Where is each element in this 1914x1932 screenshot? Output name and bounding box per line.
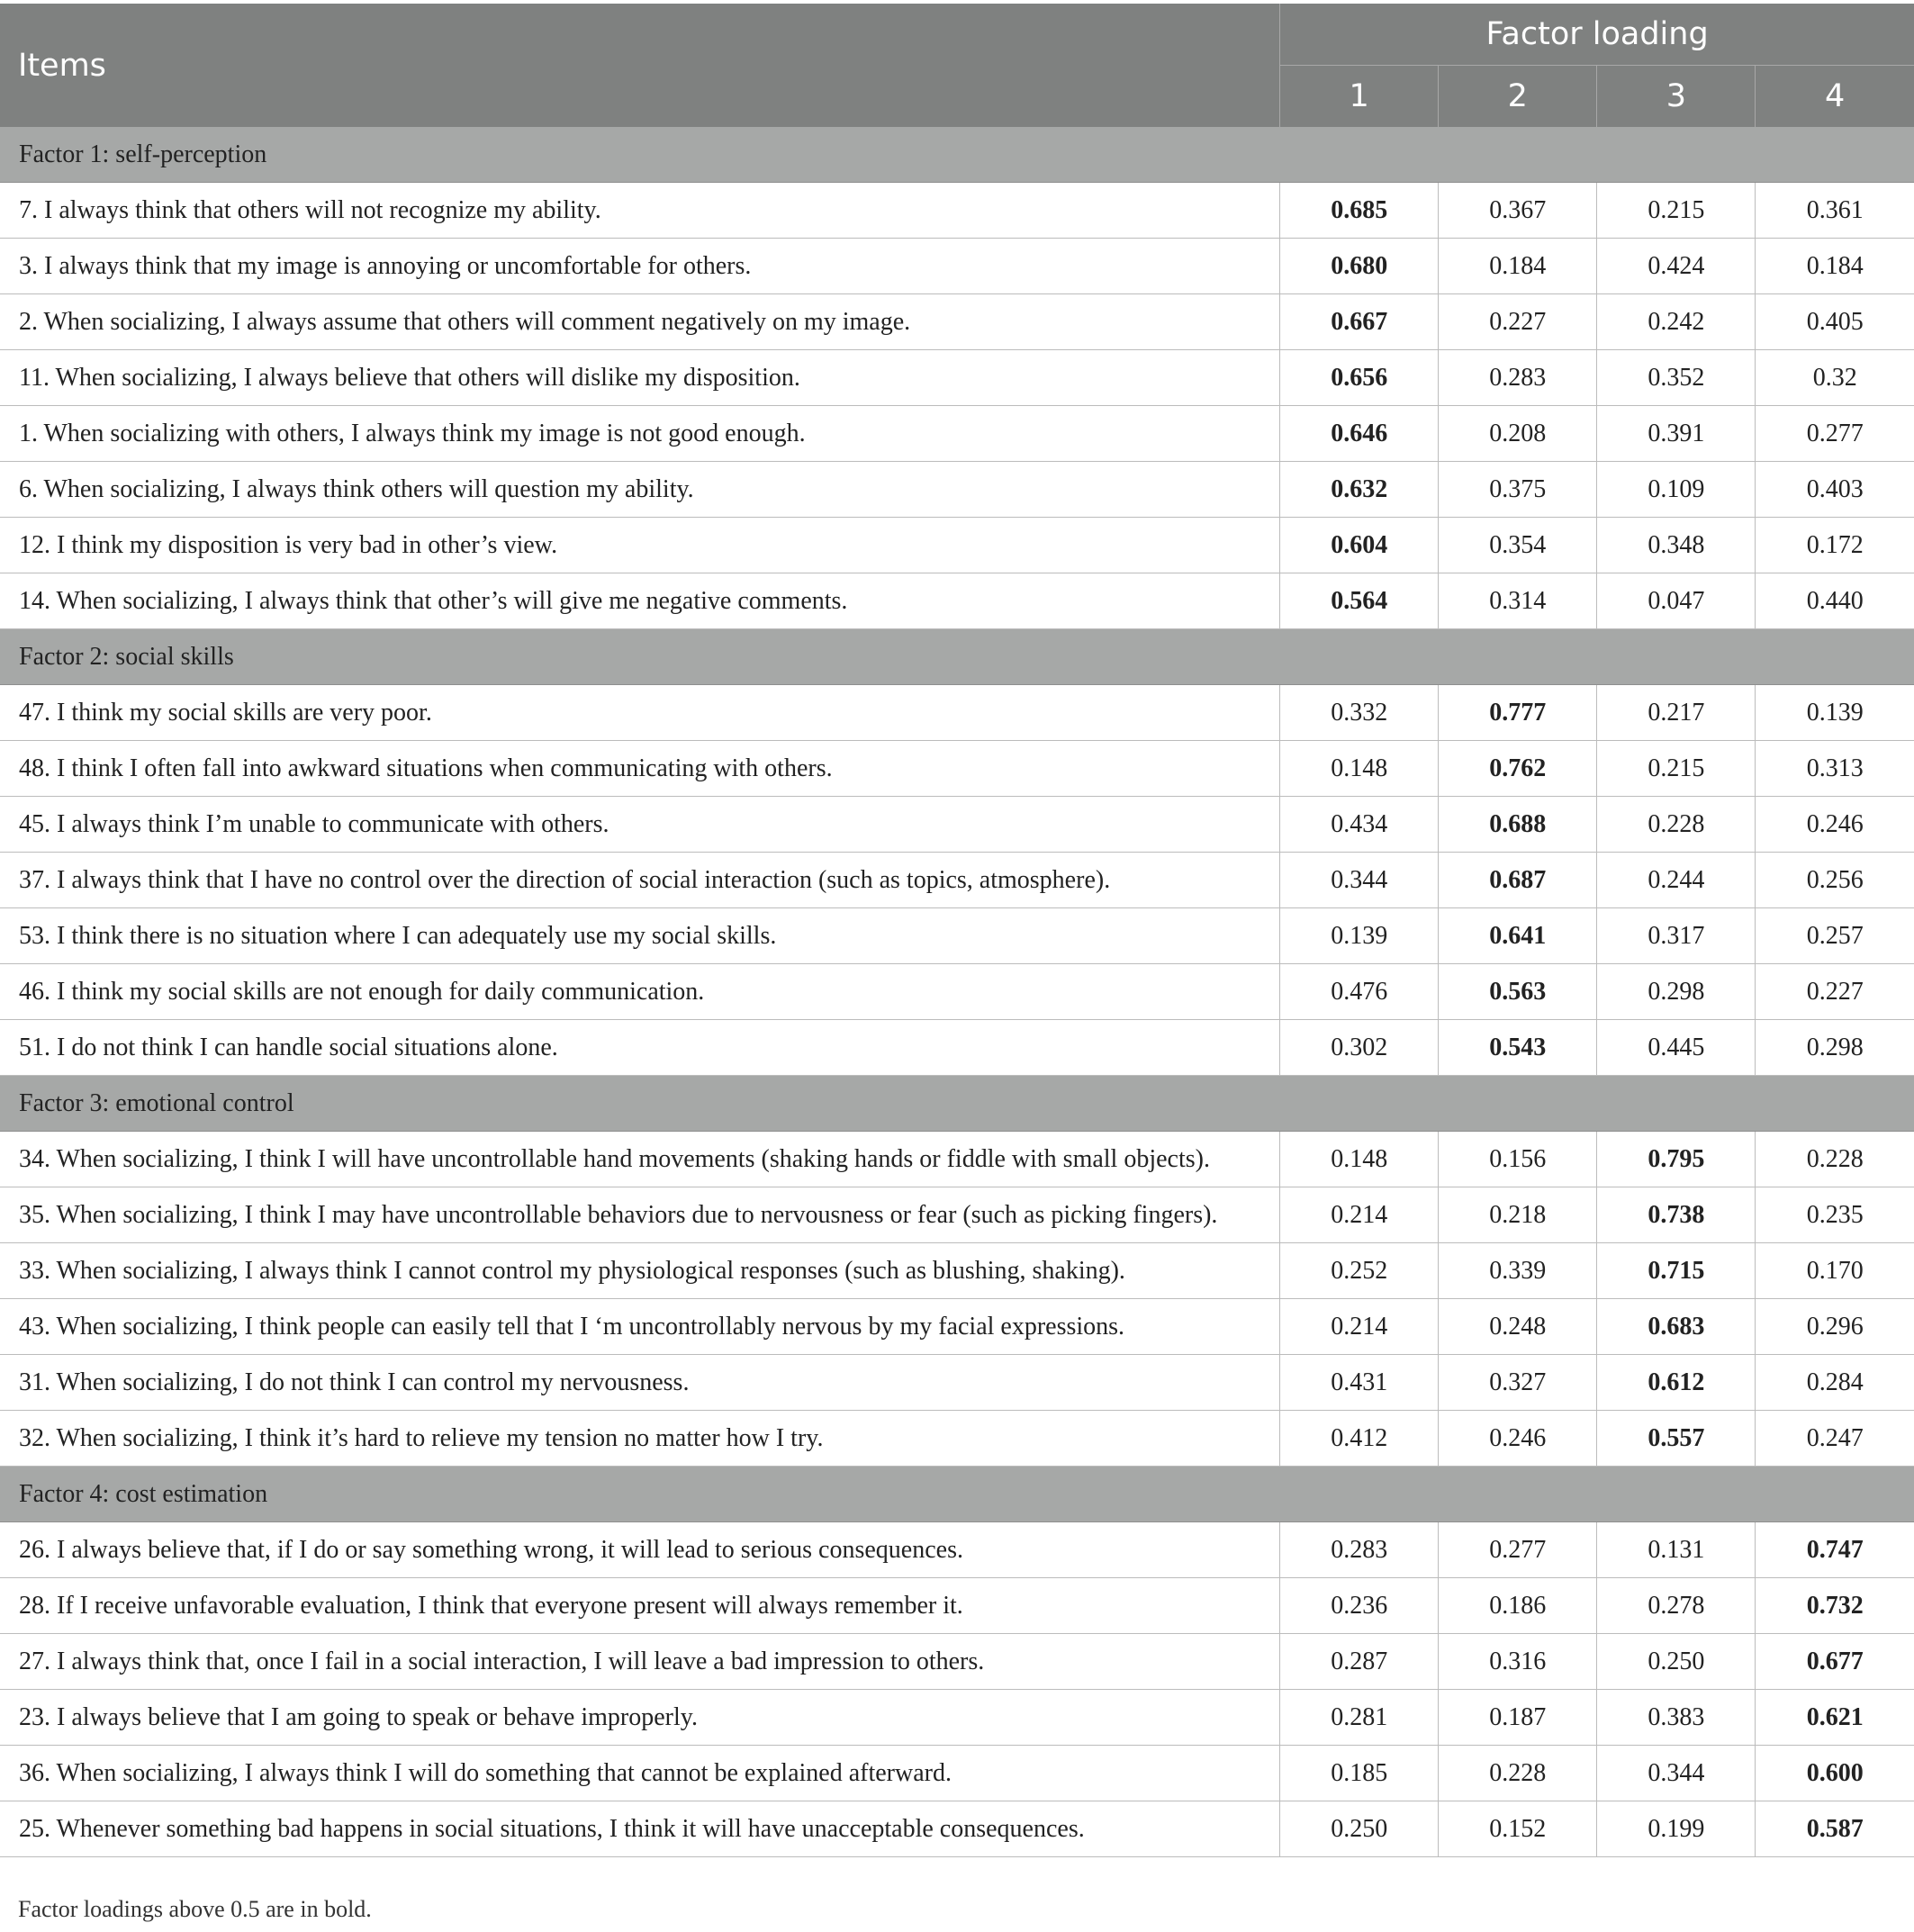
table-row	[0, 908, 1914, 964]
loading-value: 0.600	[1756, 1746, 1914, 1801]
loading-value: 0.354	[1439, 518, 1597, 573]
table-row	[0, 1243, 1914, 1299]
loading-value: 0.257	[1756, 908, 1914, 964]
loading-value: 0.656	[1280, 350, 1439, 406]
loading-value: 0.281	[1280, 1690, 1439, 1746]
loading-value: 0.445	[1597, 1020, 1756, 1076]
table-row	[0, 406, 1914, 462]
table-row	[0, 1299, 1914, 1355]
item-text: 51. I do not think I can handle social situations alone.	[0, 1020, 1280, 1076]
loading-value: 0.738	[1597, 1187, 1756, 1243]
table-row	[0, 1634, 1914, 1690]
item-text: 7. I always think that others will not recognize my ability.	[0, 183, 1280, 239]
loading-value: 0.139	[1280, 908, 1439, 964]
table-row	[0, 1355, 1914, 1411]
factor-column-header: 3	[1597, 66, 1756, 128]
table-row	[0, 1020, 1914, 1076]
loading-value: 0.215	[1597, 741, 1756, 797]
item-text: 23. I always believe that I am going to speak or behave improperly.	[0, 1690, 1280, 1746]
loading-value: 0.332	[1280, 685, 1439, 741]
table-row	[0, 183, 1914, 239]
loading-value: 0.184	[1756, 239, 1914, 294]
items-column-header: Items	[0, 4, 1280, 127]
loading-value: 0.250	[1597, 1634, 1756, 1690]
loading-value: 0.287	[1280, 1634, 1439, 1690]
table-row	[0, 853, 1914, 908]
item-text: 12. I think my disposition is very bad in other’s view.	[0, 518, 1280, 573]
loading-value: 0.186	[1439, 1578, 1597, 1634]
loading-value: 0.235	[1756, 1187, 1914, 1243]
loading-value: 0.252	[1280, 1243, 1439, 1299]
item-text: 2. When socializing, I always assume that others will comment negatively on my image.	[0, 294, 1280, 350]
loading-value: 0.405	[1756, 294, 1914, 350]
loading-value: 0.214	[1280, 1187, 1439, 1243]
item-text: 1. When socializing with others, I always think my image is not good enough.	[0, 406, 1280, 462]
table-row	[0, 1522, 1914, 1578]
loading-value: 0.680	[1280, 239, 1439, 294]
loading-value: 0.732	[1756, 1578, 1914, 1634]
loading-value: 0.139	[1756, 685, 1914, 741]
item-text: 53. I think there is no situation where I can adequately use my social skills.	[0, 908, 1280, 964]
loading-value: 0.403	[1756, 462, 1914, 518]
table-header	[0, 4, 1914, 127]
loading-value: 0.242	[1597, 294, 1756, 350]
loading-value: 0.185	[1280, 1746, 1439, 1801]
factor-group-title: Factor 1: self-perception	[0, 127, 1914, 183]
loading-value: 0.228	[1756, 1132, 1914, 1187]
loading-value: 0.156	[1439, 1132, 1597, 1187]
loading-value: 0.227	[1439, 294, 1597, 350]
loading-value: 0.227	[1756, 964, 1914, 1020]
loading-value: 0.344	[1597, 1746, 1756, 1801]
loading-value: 0.302	[1280, 1020, 1439, 1076]
table-row	[0, 964, 1914, 1020]
factor-group-row	[0, 127, 1914, 183]
item-text: 47. I think my social skills are very poor.	[0, 685, 1280, 741]
table-row	[0, 741, 1914, 797]
loading-value: 0.214	[1280, 1299, 1439, 1355]
loading-value: 0.391	[1597, 406, 1756, 462]
table-row	[0, 1411, 1914, 1467]
loading-value: 0.715	[1597, 1243, 1756, 1299]
loading-value: 0.256	[1756, 853, 1914, 908]
item-text: 3. I always think that my image is annoying or uncomfortable for others.	[0, 239, 1280, 294]
table-row	[0, 1690, 1914, 1746]
loading-value: 0.434	[1280, 797, 1439, 853]
loading-value: 0.296	[1756, 1299, 1914, 1355]
loading-value: 0.688	[1439, 797, 1597, 853]
loading-value: 0.375	[1439, 462, 1597, 518]
loading-value: 0.762	[1439, 741, 1597, 797]
loading-value: 0.612	[1597, 1355, 1756, 1411]
loading-value: 0.621	[1756, 1690, 1914, 1746]
loading-value: 0.604	[1280, 518, 1439, 573]
loading-value: 0.314	[1439, 573, 1597, 629]
loading-value: 0.248	[1439, 1299, 1597, 1355]
table-row	[0, 294, 1914, 350]
item-text: 25. Whenever something bad happens in social situations, I think it will have unacceptable consequences.	[0, 1801, 1280, 1857]
loading-value: 0.184	[1439, 239, 1597, 294]
item-text: 35. When socializing, I think I may have uncontrollable behaviors due to nervousness or fear (such as picking fingers).	[0, 1187, 1280, 1243]
loading-value: 0.148	[1280, 741, 1439, 797]
loading-value: 0.250	[1280, 1801, 1439, 1857]
loading-value: 0.246	[1439, 1411, 1597, 1467]
loading-value: 0.208	[1439, 406, 1597, 462]
loading-value: 0.687	[1439, 853, 1597, 908]
table-body	[0, 127, 1914, 1857]
table-row	[0, 1578, 1914, 1634]
table-row	[0, 1746, 1914, 1801]
factor-group-title: Factor 2: social skills	[0, 629, 1914, 685]
table-row	[0, 685, 1914, 741]
loading-value: 0.313	[1756, 741, 1914, 797]
item-text: 6. When socializing, I always think others will question my ability.	[0, 462, 1280, 518]
loading-value: 0.170	[1756, 1243, 1914, 1299]
loading-value: 0.131	[1597, 1522, 1756, 1578]
loading-value: 0.283	[1280, 1522, 1439, 1578]
table-row	[0, 573, 1914, 629]
loading-value: 0.187	[1439, 1690, 1597, 1746]
item-text: 33. When socializing, I always think I cannot control my physiological responses (such as blushing, shaking).	[0, 1243, 1280, 1299]
loading-value: 0.777	[1439, 685, 1597, 741]
loading-value: 0.277	[1439, 1522, 1597, 1578]
factor-loading-table-container	[0, 4, 1914, 1857]
loading-value: 0.476	[1280, 964, 1439, 1020]
item-text: 32. When socializing, I think it’s hard to relieve my tension no matter how I try.	[0, 1411, 1280, 1467]
loading-value: 0.795	[1597, 1132, 1756, 1187]
loading-value: 0.339	[1439, 1243, 1597, 1299]
table-row	[0, 1187, 1914, 1243]
loading-value: 0.283	[1439, 350, 1597, 406]
factor-group-row	[0, 629, 1914, 685]
factor-loading-table	[0, 4, 1914, 1857]
loading-value: 0.316	[1439, 1634, 1597, 1690]
item-text: 11. When socializing, I always believe that others will dislike my disposition.	[0, 350, 1280, 406]
loading-value: 0.632	[1280, 462, 1439, 518]
loading-value: 0.244	[1597, 853, 1756, 908]
loading-value: 0.646	[1280, 406, 1439, 462]
loading-value: 0.361	[1756, 183, 1914, 239]
table-row	[0, 350, 1914, 406]
loading-value: 0.352	[1597, 350, 1756, 406]
loading-value: 0.685	[1280, 183, 1439, 239]
table-row	[0, 518, 1914, 573]
item-text: 36. When socializing, I always think I will do something that cannot be explained afterward.	[0, 1746, 1280, 1801]
item-text: 28. If I receive unfavorable evaluation, I think that everyone present will always remember it.	[0, 1578, 1280, 1634]
loading-value: 0.747	[1756, 1522, 1914, 1578]
table-row	[0, 239, 1914, 294]
loading-value: 0.667	[1280, 294, 1439, 350]
loading-value: 0.344	[1280, 853, 1439, 908]
loading-value: 0.172	[1756, 518, 1914, 573]
item-text: 43. When socializing, I think people can easily tell that I ‘m uncontrollably nervous by my facial expressions.	[0, 1299, 1280, 1355]
loading-value: 0.431	[1280, 1355, 1439, 1411]
loading-value: 0.543	[1439, 1020, 1597, 1076]
factor-loading-header: Factor loading	[1280, 4, 1914, 66]
loading-value: 0.587	[1756, 1801, 1914, 1857]
loading-value: 0.278	[1597, 1578, 1756, 1634]
item-text: 14. When socializing, I always think that other’s will give me negative comments.	[0, 573, 1280, 629]
loading-value: 0.109	[1597, 462, 1756, 518]
table-row	[0, 1801, 1914, 1857]
loading-value: 0.327	[1439, 1355, 1597, 1411]
loading-value: 0.277	[1756, 406, 1914, 462]
loading-value: 0.317	[1597, 908, 1756, 964]
loading-value: 0.217	[1597, 685, 1756, 741]
table-row	[0, 797, 1914, 853]
factor-column-header: 2	[1439, 66, 1597, 128]
factor-group-row	[0, 1467, 1914, 1522]
loading-value: 0.298	[1756, 1020, 1914, 1076]
loading-value: 0.563	[1439, 964, 1597, 1020]
item-text: 48. I think I often fall into awkward situations when communicating with others.	[0, 741, 1280, 797]
loading-value: 0.247	[1756, 1411, 1914, 1467]
item-text: 37. I always think that I have no control over the direction of social interaction (such as topics, atmosphere).	[0, 853, 1280, 908]
loading-value: 0.236	[1280, 1578, 1439, 1634]
loading-value: 0.641	[1439, 908, 1597, 964]
loading-value: 0.228	[1439, 1746, 1597, 1801]
loading-value: 0.367	[1439, 183, 1597, 239]
loading-value: 0.564	[1280, 573, 1439, 629]
loading-value: 0.298	[1597, 964, 1756, 1020]
loading-value: 0.383	[1597, 1690, 1756, 1746]
factor-group-title: Factor 3: emotional control	[0, 1076, 1914, 1132]
loading-value: 0.557	[1597, 1411, 1756, 1467]
loading-value: 0.152	[1439, 1801, 1597, 1857]
loading-value: 0.677	[1756, 1634, 1914, 1690]
table-footnote: Factor loadings above 0.5 are in bold.	[18, 1896, 372, 1922]
loading-value: 0.348	[1597, 518, 1756, 573]
loading-value: 0.424	[1597, 239, 1756, 294]
factor-group-row	[0, 1076, 1914, 1132]
loading-value: 0.246	[1756, 797, 1914, 853]
loading-value: 0.412	[1280, 1411, 1439, 1467]
factor-group-title: Factor 4: cost estimation	[0, 1467, 1914, 1522]
loading-value: 0.32	[1756, 350, 1914, 406]
loading-value: 0.228	[1597, 797, 1756, 853]
loading-value: 0.215	[1597, 183, 1756, 239]
item-text: 27. I always think that, once I fail in a social interaction, I will leave a bad impression to others.	[0, 1634, 1280, 1690]
factor-column-header: 1	[1280, 66, 1439, 128]
item-text: 31. When socializing, I do not think I can control my nervousness.	[0, 1355, 1280, 1411]
loading-value: 0.683	[1597, 1299, 1756, 1355]
loading-value: 0.440	[1756, 573, 1914, 629]
loading-value: 0.199	[1597, 1801, 1756, 1857]
item-text: 46. I think my social skills are not enough for daily communication.	[0, 964, 1280, 1020]
loading-value: 0.284	[1756, 1355, 1914, 1411]
table-row	[0, 462, 1914, 518]
item-text: 26. I always believe that, if I do or say something wrong, it will lead to serious consequences.	[0, 1522, 1280, 1578]
loading-value: 0.218	[1439, 1187, 1597, 1243]
item-text: 34. When socializing, I think I will have uncontrollable hand movements (shaking hands or fiddle with small objects).	[0, 1132, 1280, 1187]
factor-column-header: 4	[1756, 66, 1914, 128]
loading-value: 0.148	[1280, 1132, 1439, 1187]
item-text: 45. I always think I’m unable to communicate with others.	[0, 797, 1280, 853]
table-row	[0, 1132, 1914, 1187]
loading-value: 0.047	[1597, 573, 1756, 629]
